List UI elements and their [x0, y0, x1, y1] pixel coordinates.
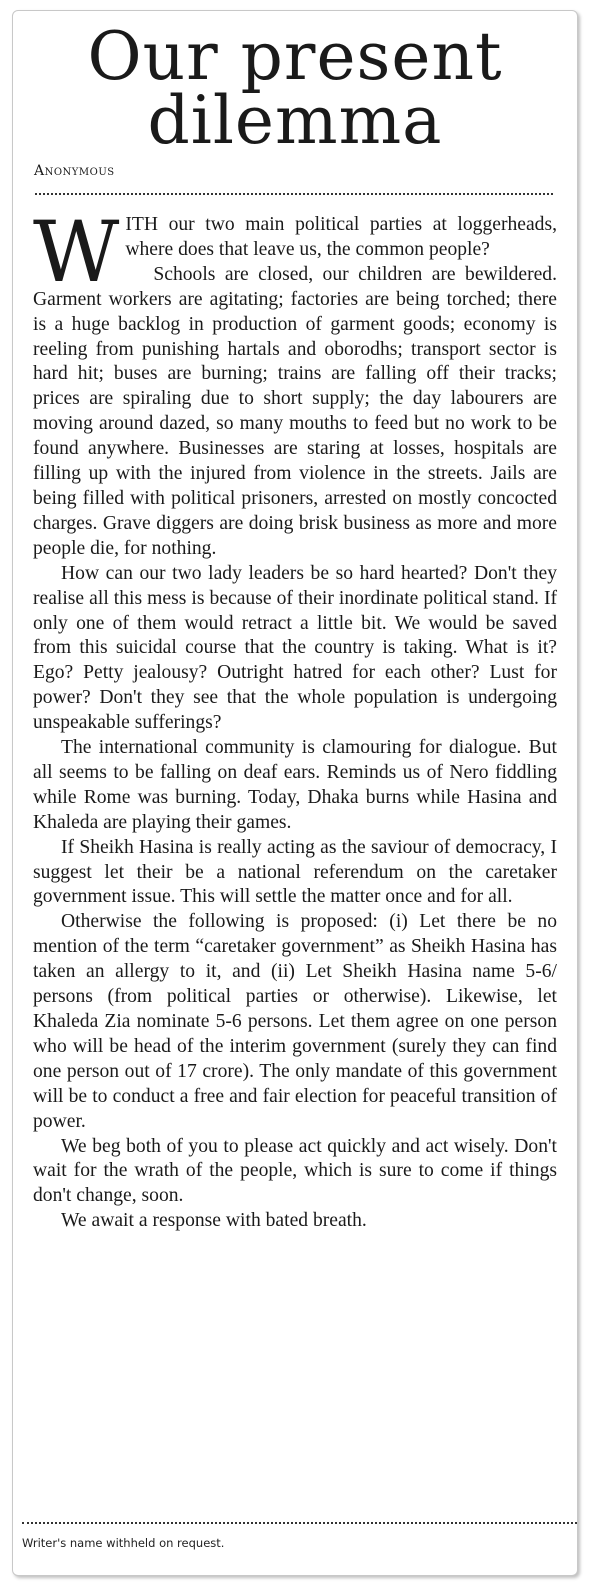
headline-line-2: dilemma [147, 82, 443, 159]
article-card [12, 10, 578, 1576]
headline-line-1: Our present [87, 18, 503, 95]
byline: Anonymous [34, 163, 115, 179]
paragraph-6: We beg both of you to please act quickly and act wisely. Don't wait for the wrath of the people, which is sure to come if things don't change, soon. [33, 1135, 557, 1207]
top-dotted-divider [35, 193, 553, 195]
paragraph-2: How can our two lady leaders be so hard hearted? Don't they realise all this mess is because of their inordinate political stand. If only one of them would retract a little bit. We would be saved from this suicidal course that the country is taking. What is it? Ego? Petty jealousy? Outright hatred for each other? Lust for power? Don't they see that the whole population is undergoing unspeakable sufferings? [33, 562, 557, 734]
paragraph-5: Otherwise the following is proposed: (i) Let there be no mention of the term “caretaker government” as Sheikh Hasina has taken an allergy to it, and (ii) Let Sheikh Hasina name 5-6/ persons (from political parties or otherwise). Likewise, let Khaleda Zia nominate 5-6 persons. Let them agree on one person who will be head of the interim government (surely they can find one person out of 17 crore). The only mandate of this government will be to conduct a free and fair election for peaceful transition of power. [33, 911, 557, 1132]
article-body [33, 203, 557, 1234]
headline [33, 18, 557, 159]
paragraph-7: We await a response with bated breath. [61, 1210, 367, 1232]
paragraph-3: The international community is clamouring for dialogue. But all seems to be falling on deaf ears. Reminds us of Nero fiddling while Rome was burning. Today, Dhaka burns while Hasina and Khaleda are playing their games. [33, 737, 557, 833]
paragraph-4: If Sheikh Hasina is really acting as the saviour of democracy, I suggest let their be a national referendum on the caretaker government issue. This will settle the matter once and for all. [33, 836, 557, 908]
lead-text: ITH our two main political parties at loggerheads, where does that leave us, the common people? [125, 214, 557, 260]
footnote: Writer's name withheld on request. [22, 1536, 225, 1550]
paragraph-1: Schools are closed, our children are bewildered. Garment workers are agitating; factories are being torched; there is a huge backlog in production of garment goods; economy is reeling from punishing hartals and oborodhs; transport sector is hard hit; buses are burning; trains are falling off their tracks; prices are spiraling due to short supply; the day labourers are moving around dazed, so many mouths to feed but no work to be found anywhere. Businesses are staring at losses, hospitals are filling up with the injured from violence in the streets. Jails are being filled with political prisoners, arrested on mostly concocted charges. Grave diggers are doing brisk business as more and more people die, for nothing. [33, 263, 557, 559]
drop-cap: W [33, 203, 120, 301]
lead-paragraph [33, 203, 557, 301]
bottom-dotted-divider [22, 1522, 577, 1524]
